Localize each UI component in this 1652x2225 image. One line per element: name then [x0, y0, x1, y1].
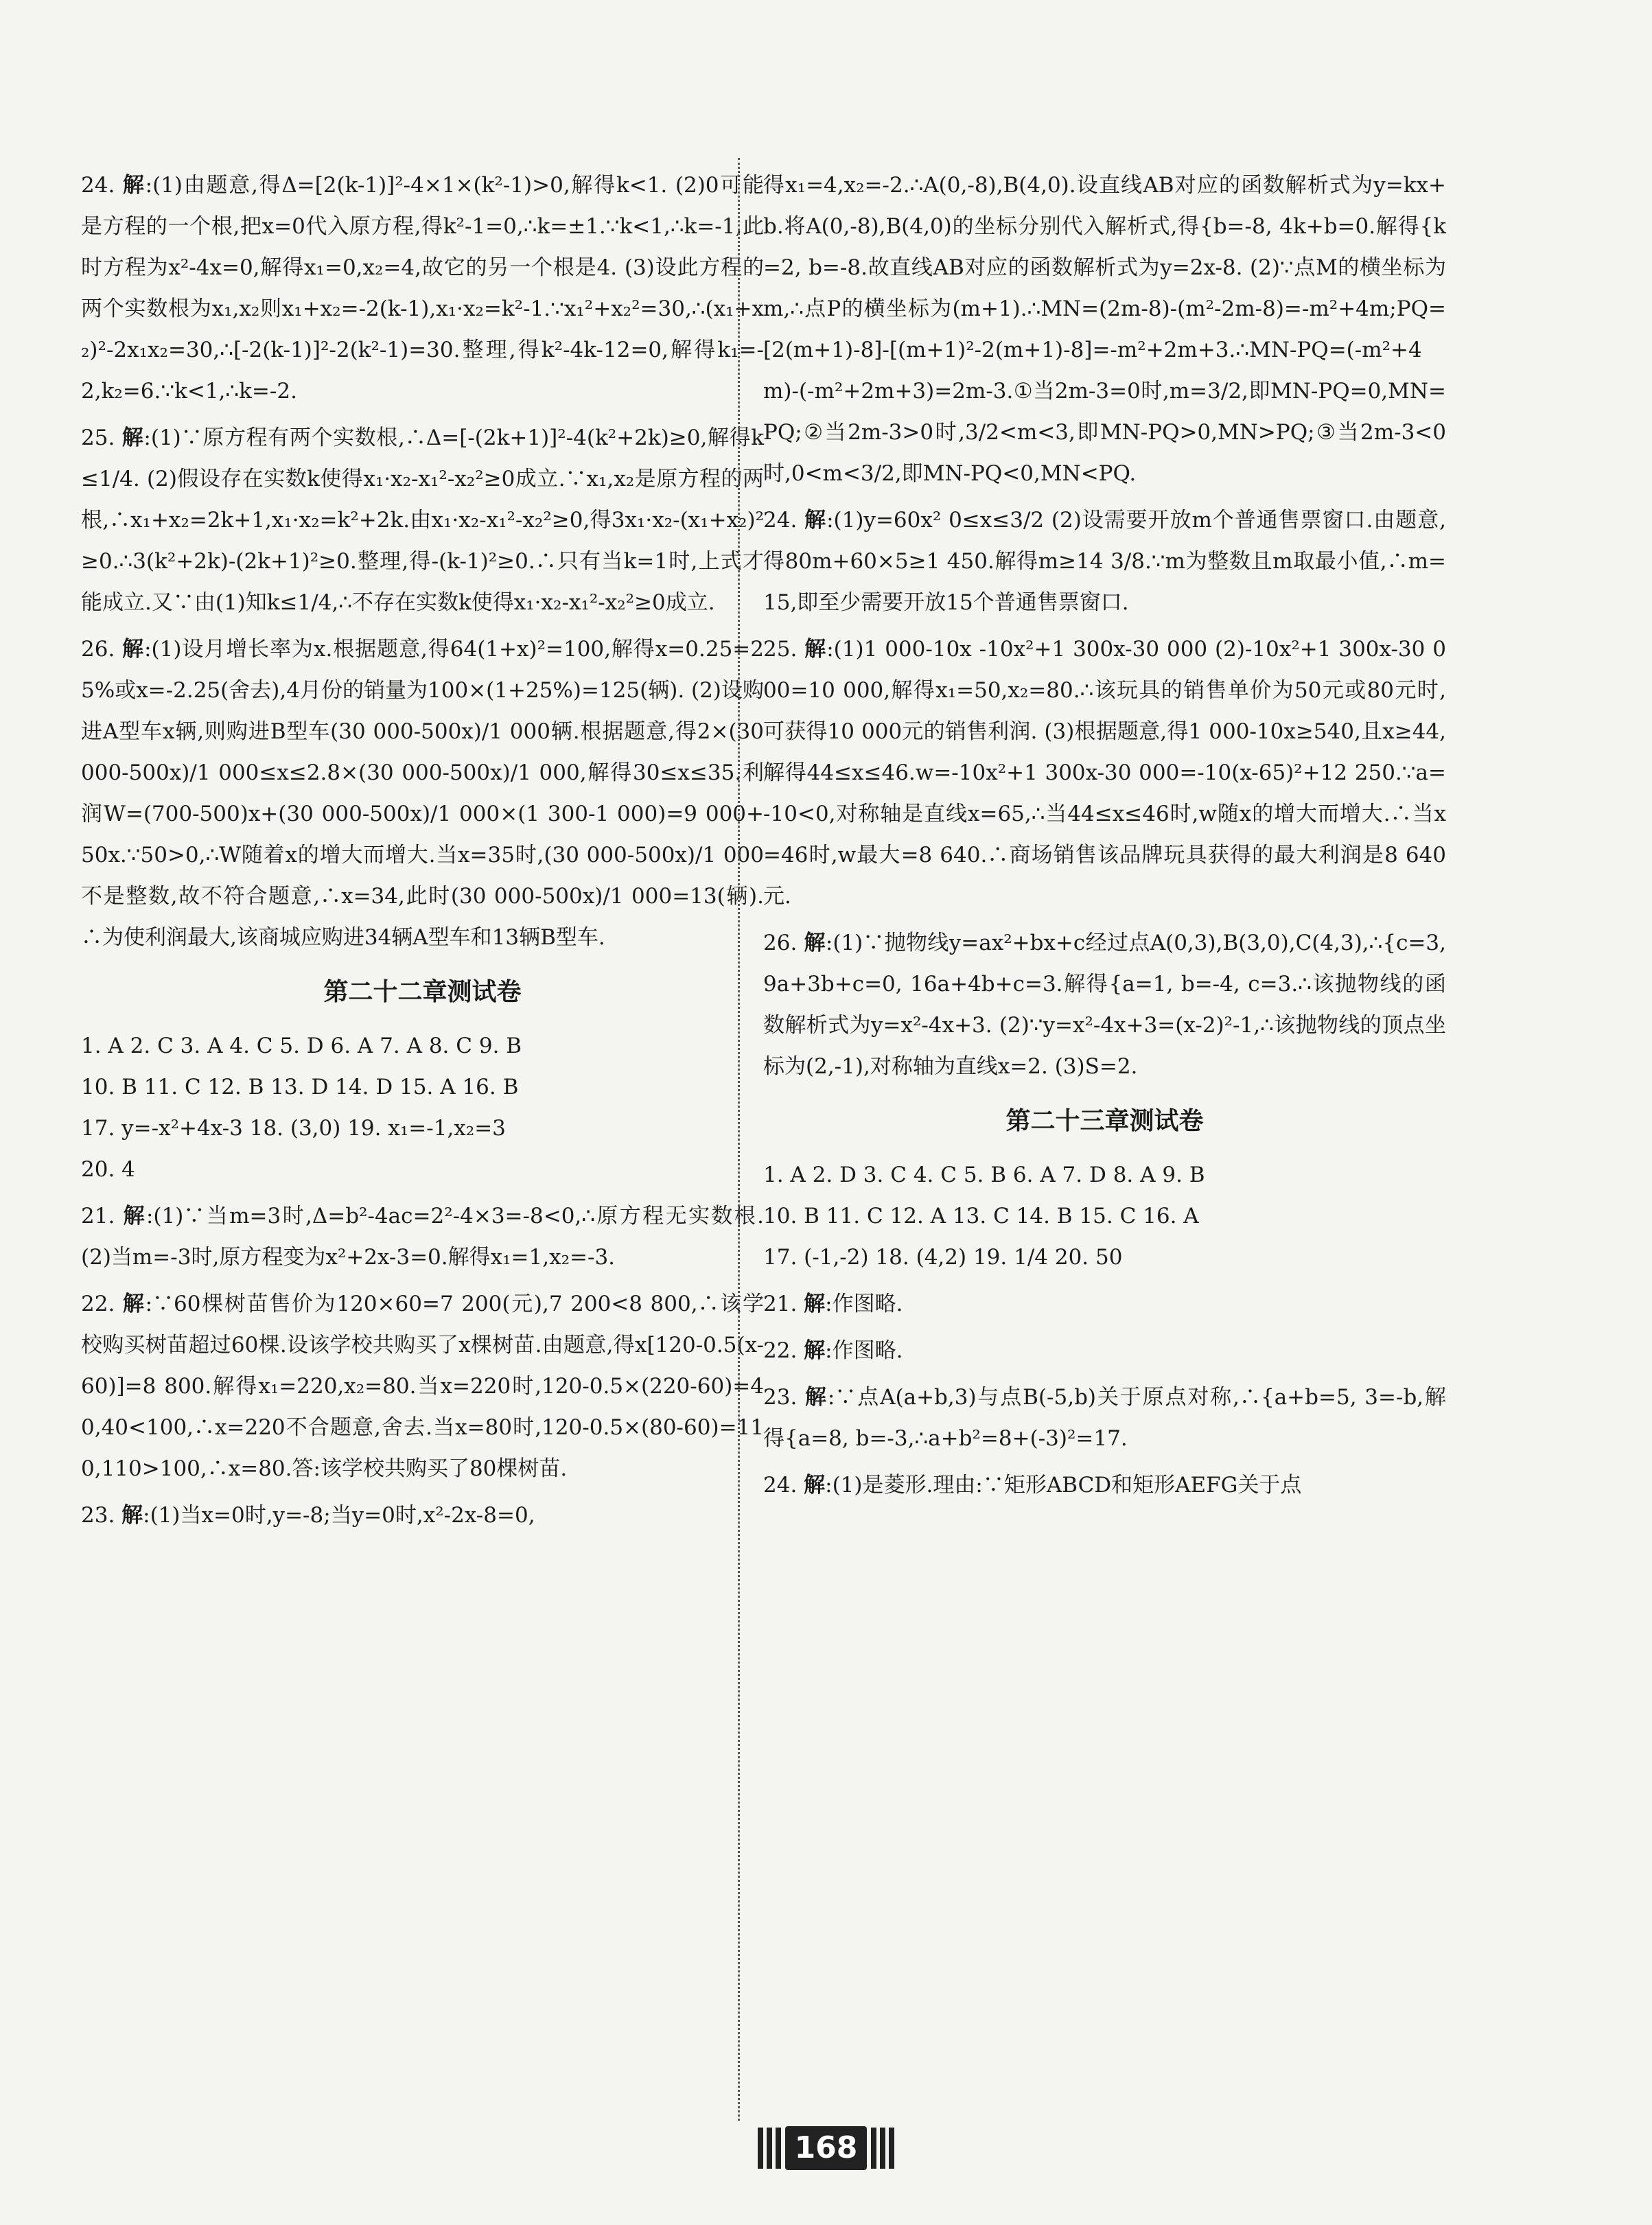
answer-line: 10. B 11. C 12. B 13. D 14. D 15. A 16. B [81, 1075, 519, 1099]
answer-item: 25. 解:(1)1 000-10x -10x²+1 300x-30 000 (2)-10x²+1 300x-30 000=10 000,解得x₁=50,x₂=80.∴该玩具的销售单价为50元或80元时,可获得10 000元的销售利润. (3)根据题意,得1 000-10x≥540,且x≥44,解得44≤x≤46.w=-10x²+1 300x-30 000=-10(x-65)²+12 250.∵a=-10<0,对称轴是直线x=65,∴当44≤x≤46时,w随x的增大而增大.∴当x=46时,w最大=8 640.∴商场销售该品牌玩具获得的最大利润是8 640元. [763, 637, 1446, 909]
page-number: 168 [785, 2126, 868, 2170]
answer-item: 24. 解:(1)是菱形.理由:∵矩形ABCD和矩形AEFG关于点 [763, 1473, 1302, 1498]
answer-item-continued: 得x₁=4,x₂=-2.∴A(0,-8),B(4,0).设直线AB对应的函数解析式为y=kx+b.将A(0,-8),B(4,0)的坐标分别代入解析式,得{b=-8, 4k+b=0.解得{k=2, b=-8.故直线AB对应的函数解析式为y=2x-8. (2)∵点M的横坐标为m,∴点P的横坐标为(m+1).∴MN=(2m-8)-(m²-2m-8)=-m²+4m;PQ=[2(m+1)-8]-[(m+1)²-2(m+1)-8]=-m²+2m+3.∴MN-PQ=(-m²+4m)-(-m²+2m+3)=2m-3.①当2m-3=0时,m=3/2,即MN-PQ=0,MN=PQ;②当2m-3>0时,3/2<m<3,即MN-PQ>0,MN>PQ;③当2m-3<0时,0<m<3/2,即MN-PQ<0,MN<PQ. [763, 173, 1446, 486]
answer-item: 23. 解:(1)当x=0时,y=-8;当y=0时,x²-2x-8=0, [81, 1503, 535, 1528]
answer-line: 17. (-1,-2) 18. (4,2) 19. 1/4 20. 50 [763, 1245, 1123, 1270]
answer-item: 24. 解:(1)由题意,得Δ=[2(k-1)]²-4×1×(k²-1)>0,解得k<1. (2)0可能是方程的一个根,把x=0代入原方程,得k²-1=0,∴k=±1.∵k<1,∴k=-1,此时方程为x²-4x=0,解得x₁=0,x₂=4,故它的另一个根是4. (3)设此方程的两个实数根为x₁,x₂则x₁+x₂=-2(k-1),x₁·x₂=k²-1.∵x₁²+x₂²=30,∴(x₁+x₂)²-2x₁x₂=30,∴[-2(k-1)]²-2(k²-1)=30.整理,得k²-4k-12=0,解得k₁=-2,k₂=6.∵k<1,∴k=-2. [81, 173, 764, 404]
answer-item: 21. 解:(1)∵当m=3时,Δ=b²-4ac=2²-4×3=-8<0,∴原方程无实数根. (2)当m=-3时,原方程变为x²+2x-3=0.解得x₁=1,x₂=-3. [81, 1204, 764, 1270]
answer-item: 25. 解:(1)∵原方程有两个实数根,∴Δ=[-(2k+1)]²-4(k²+2k)≥0,解得k≤1/4. (2)假设存在实数k使得x₁·x₂-x₁²-x₂²≥0成立.∵x₁,x₂是原方程的两根,∴x₁+x₂=2k+1,x₁·x₂=k²+2k.由x₁·x₂-x₁²-x₂²≥0,得3x₁·x₂-(x₁+x₂)²≥0.∴3(k²+2k)-(2k+1)²≥0.整理,得-(k-1)²≥0.∴只有当k=1时,上式才能成立.又∵由(1)知k≤1/4,∴不存在实数k使得x₁·x₂-x₁²-x₂²≥0成立. [81, 426, 764, 615]
decorative-bars-right [871, 2128, 894, 2169]
answer-line: 20. 4 [81, 1157, 135, 1182]
answer-item: 26. 解:(1)设月增长率为x.根据题意,得64(1+x)²=100,解得x=0.25=25%或x=-2.25(舍去),4月份的销量为100×(1+25%)=125(辆). (2)设购进A型车x辆,则购进B型车(30 000-500x)/1 000辆.根据题意,得2×(30 000-500x)/1 000≤x≤2.8×(30 000-500x)/1 000,解得30≤x≤35.利润W=(700-500)x+(30 000-500x)/1 000×(1 300-1 000)=9 000+50x.∵50>0,∴W随着x的增大而增大.当x=35时,(30 000-500x)/1 000不是整数,故不符合题意,∴x=34,此时(30 000-500x)/1 000=13(辆).∴为使利润最大,该商城应购进34辆A型车和13辆B型车. [81, 637, 765, 950]
choice-answers-23 [763, 1154, 1446, 1278]
column-divider [738, 158, 740, 2121]
answer-item: 22. 解:作图略. [763, 1338, 903, 1363]
answer-item: 24. 解:(1)y=60x² 0≤x≤3/2 (2)设需要开放m个普通售票窗口.由题意,得80m+60×5≥1 450.解得m≥14 3/8.∵m为整数且m取最小值,∴m=15,即至少需要开放15个普通售票窗口. [763, 508, 1447, 615]
decorative-bars-left [758, 2128, 781, 2169]
answer-item: 23. 解:∵点A(a+b,3)与点B(-5,b)关于原点对称,∴{a+b=5, 3=-b,解得{a=8, b=-3,∴a+b²=8+(-3)²=17. [763, 1385, 1447, 1451]
page-number-badge [758, 2126, 895, 2170]
answer-item: 21. 解:作图略. [763, 1292, 903, 1316]
answer-line: 1. A 2. D 3. C 4. C 5. B 6. A 7. D 8. A 9. B [763, 1163, 1205, 1187]
choice-answers-22 [81, 1025, 764, 1190]
answer-line: 10. B 11. C 12. A 13. C 14. B 15. C 16. A [763, 1204, 1199, 1228]
chapter-23-title: 第二十三章测试卷 [1005, 1107, 1204, 1135]
answer-item: 22. 解:∵60棵树苗售价为120×60=7 200(元),7 200<8 800,∴该学校购买树苗超过60棵.设该学校共购买了x棵树苗.由题意,得x[120-0.5(x-60)]=8 800.解得x₁=220,x₂=80.当x=220时,120-0.5×(220-60)=40,40<100,∴x=220不合题意,舍去.当x=80时,120-0.5×(80-60)=110,110>100,∴x=80.答:该学校共购买了80棵树苗. [81, 1292, 764, 1481]
left-column [81, 165, 764, 1541]
page-footer [0, 2121, 1652, 2176]
chapter-22-title: 第二十二章测试卷 [323, 978, 522, 1006]
right-column [763, 165, 1446, 1511]
answer-line: 1. A 2. C 3. A 4. C 5. D 6. A 7. A 8. C 9. B [81, 1034, 522, 1058]
answer-item: 26. 解:(1)∵抛物线y=ax²+bx+c经过点A(0,3),B(3,0),C(4,3),∴{c=3, 9a+3b+c=0, 16a+4b+c=3.解得{a=1, b=-4, c=3.∴该抛物线的函数解析式为y=x²-4x+3. (2)∵y=x²-4x+3=(x-2)²-1,∴该抛物线的顶点坐标为(2,-1),对称轴为直线x=2. (3)S=2. [763, 931, 1447, 1079]
answer-line: 17. y=-x²+4x-3 18. (3,0) 19. x₁=-1,x₂=3 [81, 1116, 506, 1141]
